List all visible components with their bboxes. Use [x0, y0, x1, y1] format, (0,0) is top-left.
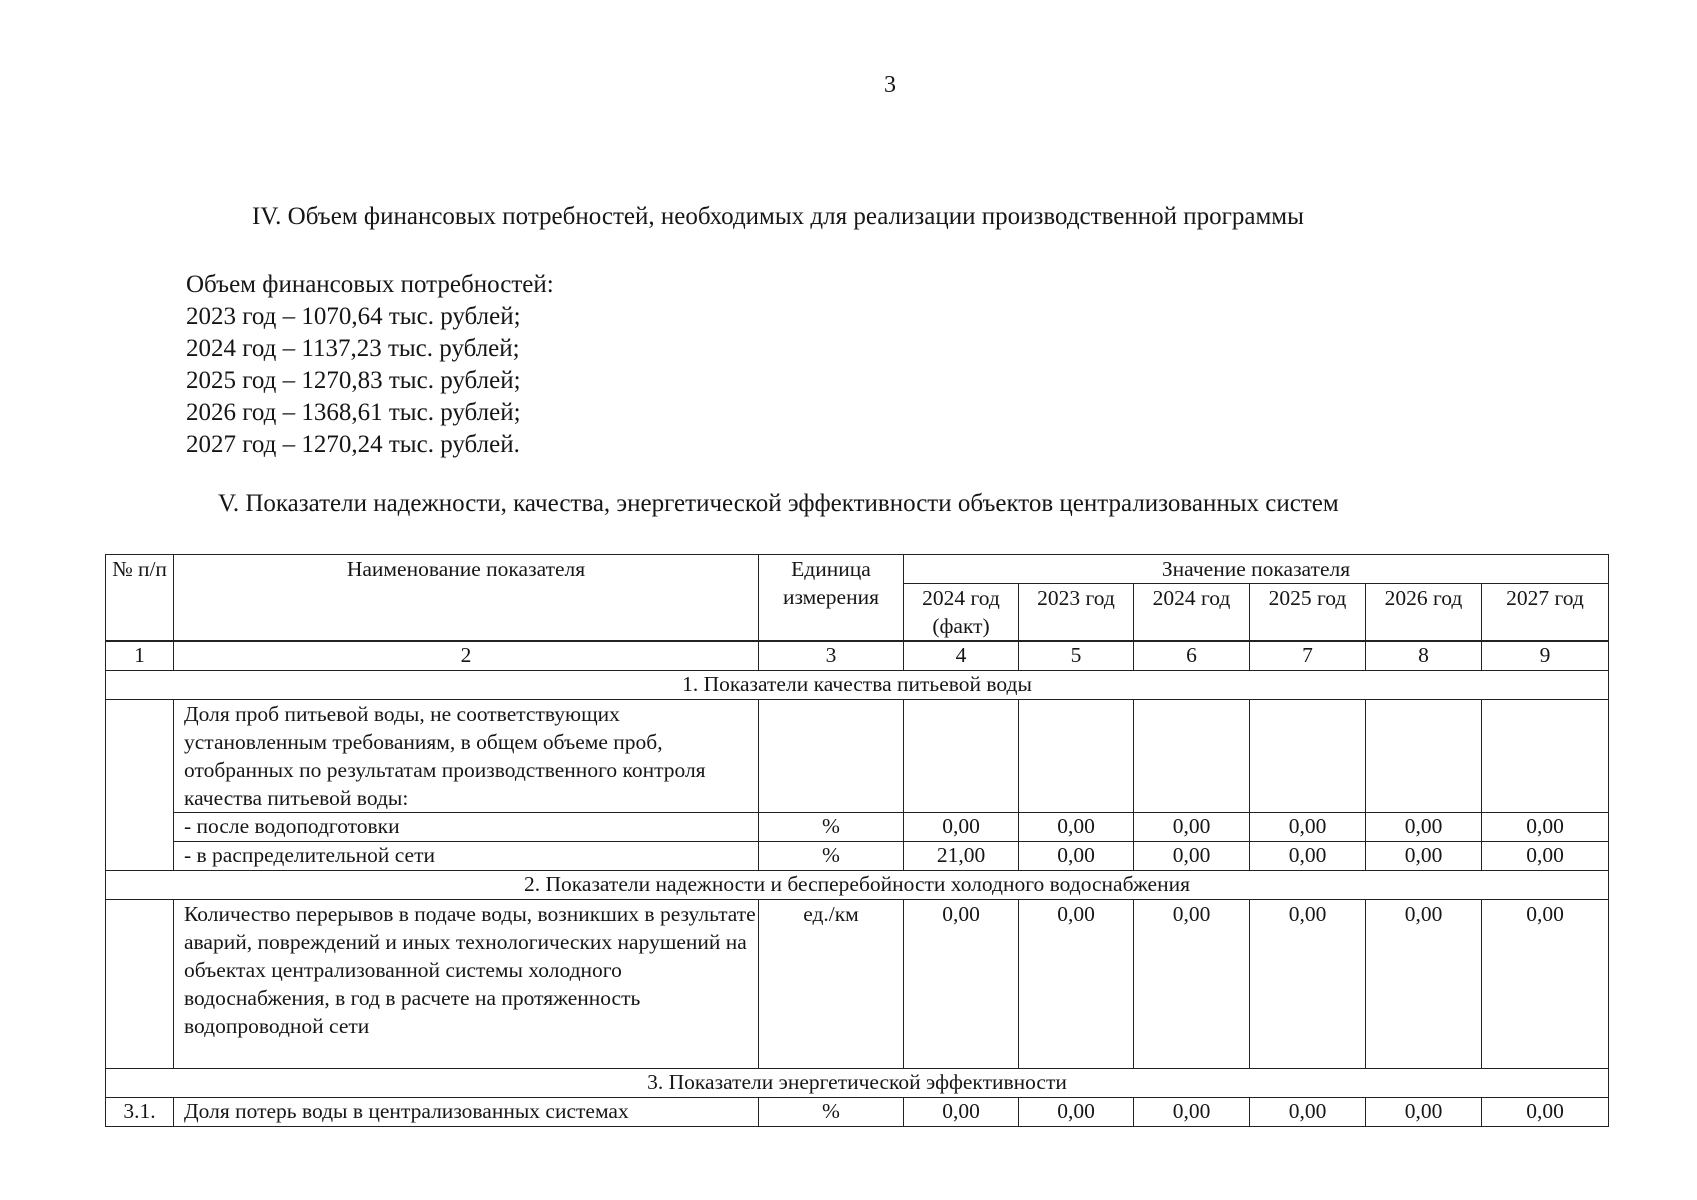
- table-row: [106, 700, 1609, 813]
- row-num-cell: [106, 700, 174, 871]
- value-cell: 0,00: [1366, 1098, 1482, 1127]
- section-v-title: V. Показатели надежности, качества, энергетической эффективности объектов централизованных систем: [218, 490, 1339, 517]
- empty-cell: [1366, 700, 1482, 813]
- value-cell: 0,00: [1366, 900, 1482, 1069]
- finance-block: [186, 269, 554, 461]
- empty-cell: [759, 700, 904, 813]
- table-row: [106, 900, 1609, 1069]
- value-cell: 0,00: [1366, 842, 1482, 871]
- unit-cell: %: [759, 842, 904, 871]
- indicator-name: - в распределительной сети: [174, 842, 759, 871]
- section-row: [106, 871, 1609, 900]
- table-row: [106, 1098, 1609, 1127]
- value-cell: 0,00: [1250, 813, 1366, 842]
- column-number: 9: [1482, 641, 1609, 671]
- value-cell: 0,00: [1250, 842, 1366, 871]
- value-cell: 0,00: [1366, 813, 1482, 842]
- row-num-cell: [106, 900, 174, 1069]
- empty-cell: [1019, 700, 1134, 813]
- column-number: 8: [1366, 641, 1482, 671]
- header-year: 2026 год: [1366, 584, 1482, 642]
- value-cell: 0,00: [1482, 900, 1609, 1069]
- section-2-title: 2. Показатели надежности и бесперебойности холодного водоснабжения: [106, 871, 1609, 900]
- finance-line: 2026 год – 1368,61 тыс. рублей;: [186, 399, 521, 426]
- indicator-name: - после водоподготовки: [174, 813, 759, 842]
- value-cell: 0,00: [1134, 813, 1250, 842]
- value-cell: 0,00: [1019, 1098, 1134, 1127]
- empty-cell: [904, 700, 1019, 813]
- column-number: 1: [106, 641, 174, 671]
- value-cell: 0,00: [1134, 900, 1250, 1069]
- column-number: 4: [904, 641, 1019, 671]
- unit-cell: %: [759, 813, 904, 842]
- indicator-name: Доля потерь воды в централизованных системах: [174, 1098, 759, 1127]
- value-cell: 21,00: [904, 842, 1019, 871]
- header-year: 2024 год: [1134, 584, 1250, 642]
- header-num: № п/п: [106, 555, 174, 642]
- section-row: [106, 671, 1609, 700]
- value-cell: 0,00: [1019, 842, 1134, 871]
- unit-cell: %: [759, 1098, 904, 1127]
- header-year: 2025 год: [1250, 584, 1366, 642]
- value-cell: 0,00: [904, 813, 1019, 842]
- column-number: 6: [1134, 641, 1250, 671]
- header-year: 2023 год: [1019, 584, 1134, 642]
- column-number: 5: [1019, 641, 1134, 671]
- header-value-group: Значение показателя: [904, 555, 1609, 584]
- value-cell: 0,00: [904, 1098, 1019, 1127]
- header-unit: Единица измерения: [759, 555, 904, 642]
- table-row: [106, 842, 1609, 871]
- column-number: 3: [759, 641, 904, 671]
- indicator-name: Количество перерывов в подаче воды, возникших в результате аварий, повреждений и иных технологических нарушений на объектах централизованной системы холодного водоснабжения, в год в расчете на протяженность водопроводной сети: [174, 900, 759, 1069]
- header-name: Наименование показателя: [174, 555, 759, 642]
- value-cell: 0,00: [904, 900, 1019, 1069]
- indicator-name: Доля проб питьевой воды, не соответствующих установленным требованиям, в общем объеме проб, отобранных по результатам производственного контроля качества питьевой воды:: [174, 700, 759, 813]
- empty-cell: [1134, 700, 1250, 813]
- value-cell: 0,00: [1482, 1098, 1609, 1127]
- value-cell: 0,00: [1134, 842, 1250, 871]
- finance-line: 2027 год – 1270,24 тыс. рублей.: [186, 431, 520, 458]
- header-year: 2027 год: [1482, 584, 1609, 642]
- row-num-cell: 3.1.: [106, 1098, 174, 1127]
- table-row: [106, 813, 1609, 842]
- indicators-table: [105, 554, 1609, 1127]
- section-row: [106, 1069, 1609, 1098]
- value-cell: 0,00: [1482, 813, 1609, 842]
- value-cell: 0,00: [1134, 1098, 1250, 1127]
- value-cell: 0,00: [1250, 900, 1366, 1069]
- section-iv-title: IV. Объем финансовых потребностей, необходимых для реализации производственной программы: [252, 203, 1304, 230]
- finance-line: 2024 год – 1137,23 тыс. рублей;: [186, 335, 520, 362]
- column-number: 2: [174, 641, 759, 671]
- section-1-title: 1. Показатели качества питьевой воды: [106, 671, 1609, 700]
- unit-cell: ед./км: [759, 900, 904, 1069]
- finance-line: Объем финансовых потребностей:: [186, 271, 554, 298]
- header-row: [106, 555, 1609, 584]
- value-cell: 0,00: [1019, 900, 1134, 1069]
- empty-cell: [1250, 700, 1366, 813]
- section-3-title: 3. Показатели энергетической эффективности: [106, 1069, 1609, 1098]
- value-cell: 0,00: [1019, 813, 1134, 842]
- value-cell: 0,00: [1250, 1098, 1366, 1127]
- empty-cell: [1482, 700, 1609, 813]
- header-year: 2024 год (факт): [904, 584, 1019, 642]
- column-number: 7: [1250, 641, 1366, 671]
- finance-line: 2023 год – 1070,64 тыс. рублей;: [186, 303, 521, 330]
- finance-line: 2025 год – 1270,83 тыс. рублей;: [186, 367, 521, 394]
- value-cell: 0,00: [1482, 842, 1609, 871]
- column-numbers-row: [106, 641, 1609, 671]
- page-number: 3: [884, 72, 896, 98]
